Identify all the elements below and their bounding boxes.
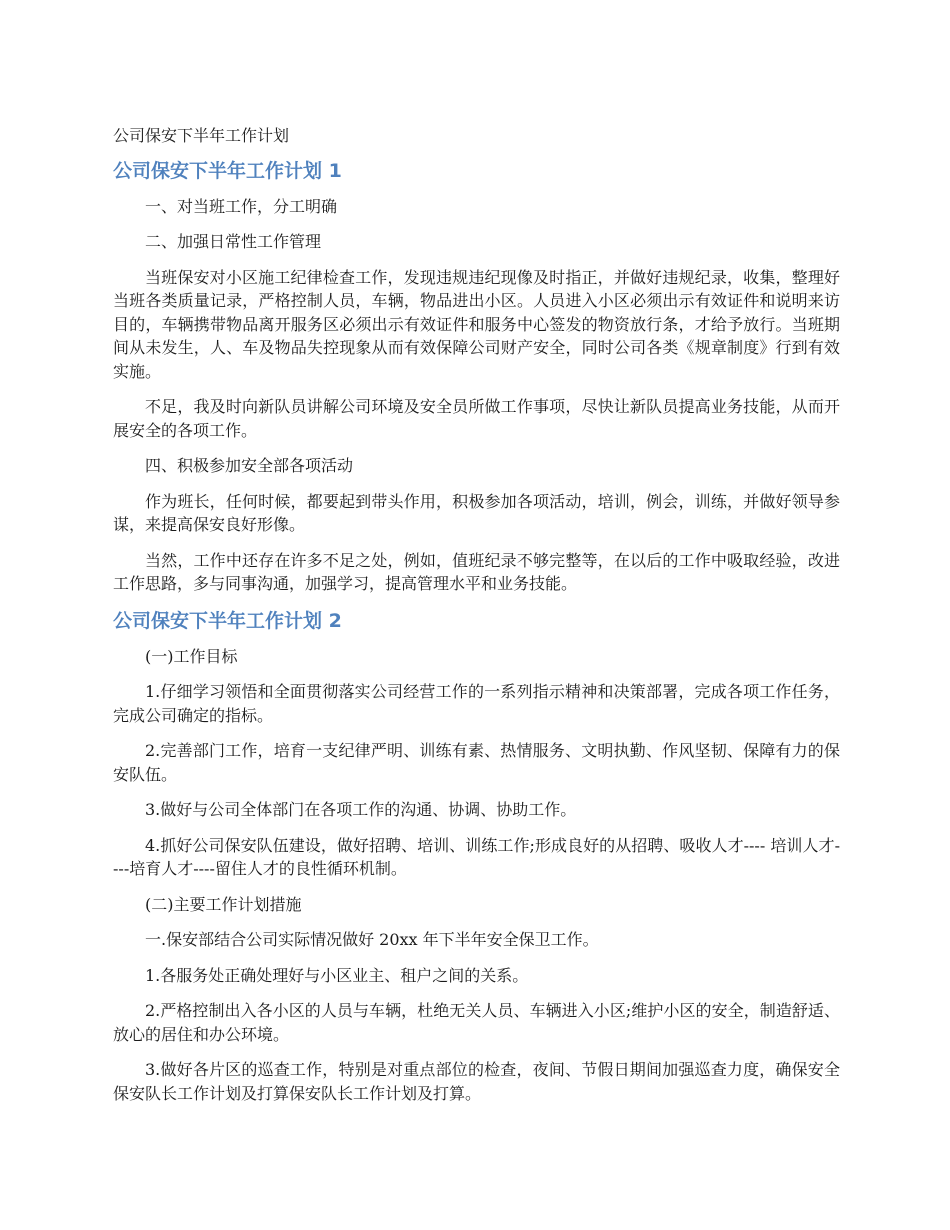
section-2 [113, 608, 840, 1106]
paragraph: (二)主要工作计划措施 [145, 894, 302, 914]
paragraph: 2.严格控制出入各小区的人员与车辆，杜绝无关人员、车辆进入小区;维护小区的安全，制造舒适、放心的居住和办公环境。 [113, 1001, 840, 1044]
paragraph: 4.抓好公司保安队伍建设，做好招聘、培训、训练工作;形成良好的从招聘、吸收人才---- 培训人才----培育人才----留住人才的良性循环机制。 [113, 835, 840, 878]
document-body [113, 124, 840, 1117]
paragraph: 2.完善部门工作，培育一支纪律严明、训练有素、热情服务、文明执勤、作风坚韧、保障有力的保安队伍。 [113, 741, 840, 784]
paragraph: 不足，我及时向新队员讲解公司环境及安全员所做工作事项，尽快让新队员提高业务技能，从而开展安全的各项工作。 [113, 397, 840, 440]
paragraph: 3.做好各片区的巡查工作，特别是对重点部位的检查，夜间、节假日期间加强巡查力度，确保安全保安队长工作计划及打算保安队长工作计划及打算。 [113, 1060, 840, 1103]
paragraph: 3.做好与公司全体部门在各项工作的沟通、协调、协助工作。 [145, 800, 577, 819]
paragraph: 一.保安部结合公司实际情况做好 20xx 年下半年安全保卫工作。 [145, 930, 599, 949]
document-title: 公司保安下半年工作计划 [113, 126, 290, 145]
paragraph: 1.仔细学习领悟和全面贯彻落实公司经营工作的一系列指示精神和决策部署，完成各项工作任务，完成公司确定的指标。 [113, 682, 840, 725]
paragraph: 当班保安对小区施工纪律检查工作，发现违规违纪现像及时指正，并做好违规纪录，收集，整理好当班各类质量记录，严格控制人员，车辆，物品进出小区。人员进入小区必须出示有效证件和说明来访目的，车辆携带物品离开服务区必须出示有效证件和服务中心签发的物资放行条，才给予放行。当班期间从未发生，人、车及物品失控现象从而有效保障公司财产安全，同时公司各类《规章制度》行到有效实施。 [113, 267, 840, 381]
section-heading: 公司保安下半年工作计划 1 [113, 159, 342, 182]
section-1 [113, 158, 840, 596]
paragraph: 二、加强日常性工作管理 [145, 232, 322, 251]
paragraph: 当然，工作中还存在许多不足之处，例如，值班纪录不够完整等，在以后的工作中吸取经验，改进工作思路，多与同事沟通，加强学习，提高管理水平和业务技能。 [113, 550, 840, 593]
paragraph: (一)工作目标 [145, 646, 238, 666]
paragraph: 作为班长，任何时候，都要起到带头作用，积极参加各项活动，培训，例会，训练，并做好领导参谋，来提高保安良好形像。 [113, 491, 840, 534]
paragraph: 四、积极参加安全部各项活动 [145, 456, 354, 475]
paragraph: 1.各服务处正确处理好与小区业主、租户之间的关系。 [145, 965, 529, 985]
paragraph: 一、对当班工作，分工明确 [145, 196, 338, 216]
section-heading: 公司保安下半年工作计划 2 [113, 609, 342, 632]
